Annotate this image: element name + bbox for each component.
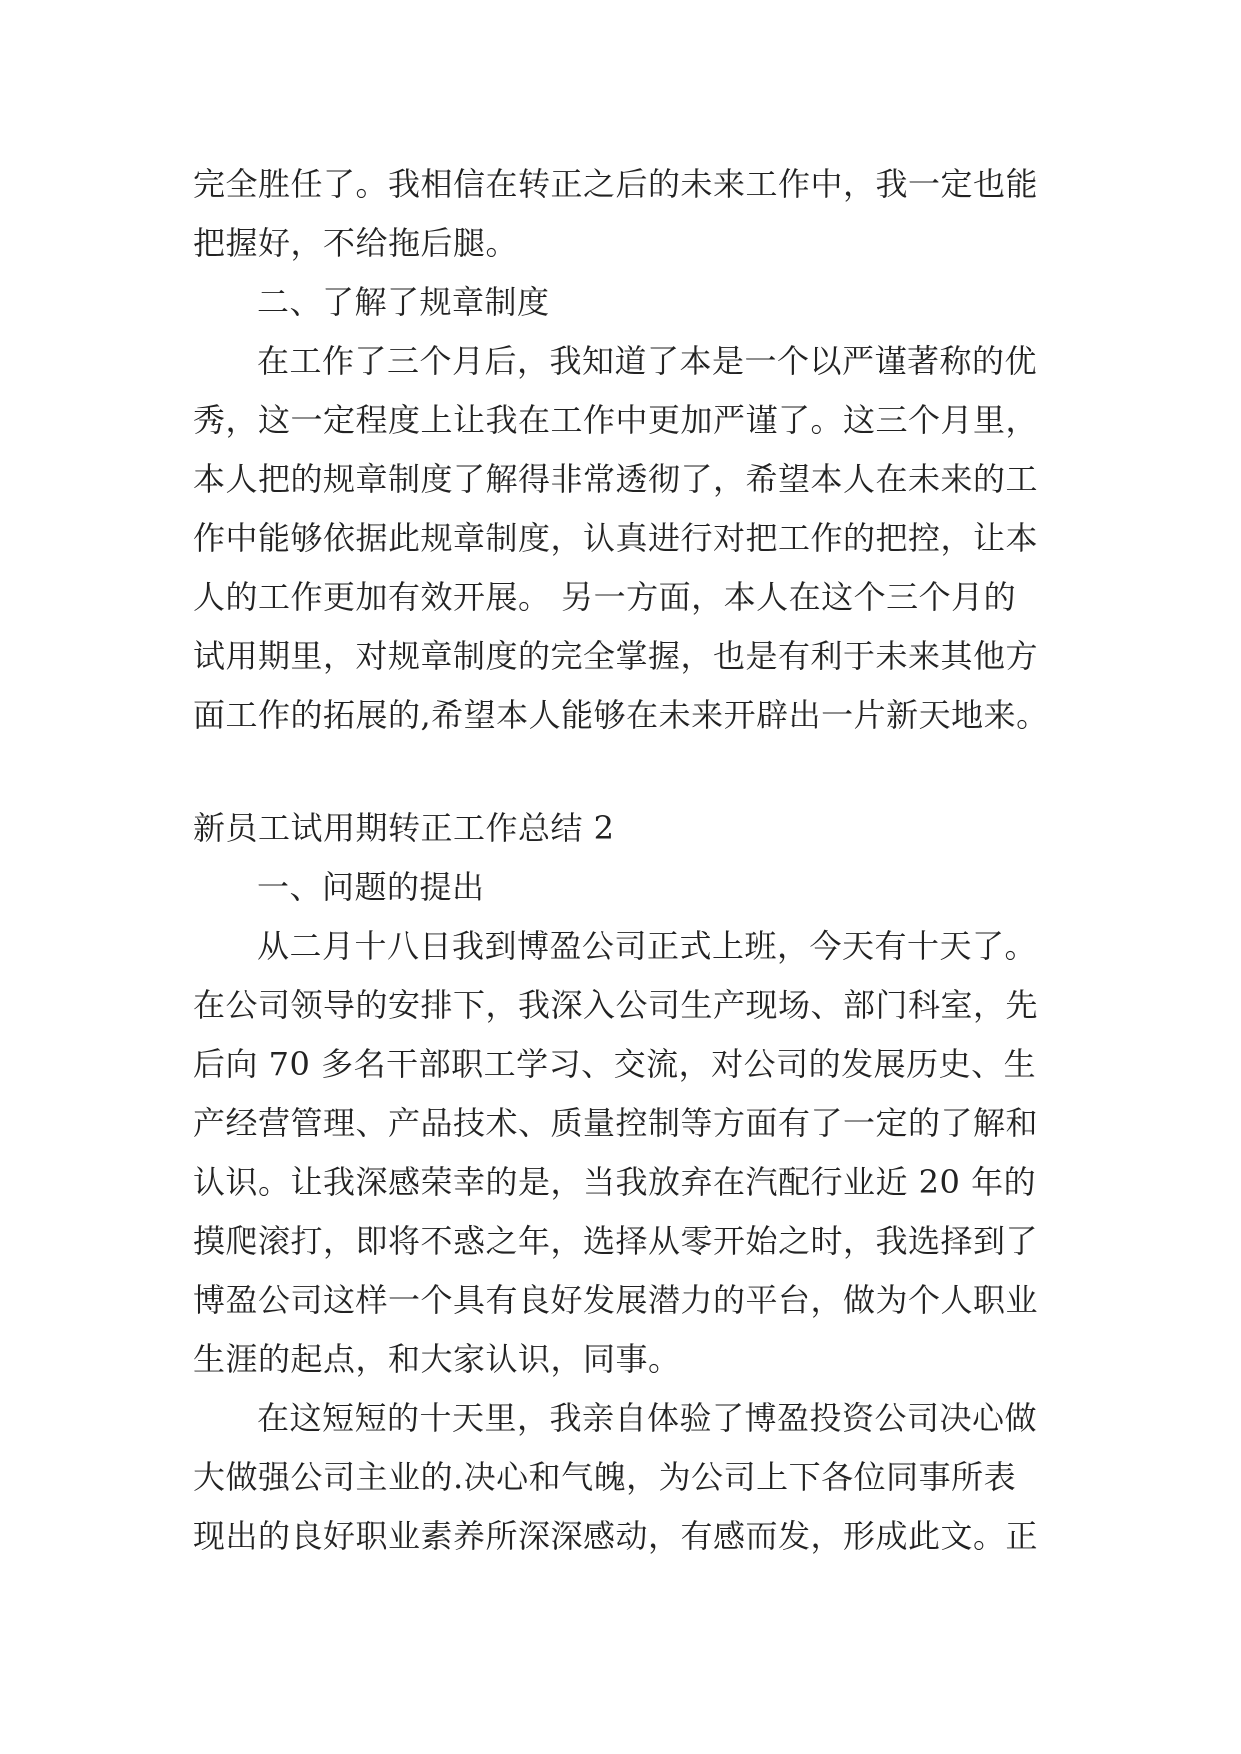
body-text-line: 博盈公司这样一个具有良好发展潜力的平台，做为个人职业: [193, 1281, 1039, 1319]
body-text-line: 在公司领导的安排下，我深入公司生产现场、部门科室，先: [193, 986, 1039, 1024]
body-text-line: 本人把的规章制度了解得非常透彻了，希望本人在未来的工: [193, 460, 1039, 498]
body-text-line: 生涯的起点，和大家认识，同事。: [193, 1340, 681, 1378]
body-text-line: 完全胜任了。我相信在转正之后的未来工作中，我一定也能: [193, 165, 1039, 203]
section-heading: 一、问题的提出: [257, 868, 485, 906]
body-text-line: 面工作的拓展的,希望本人能够在未来开辟出一片新天地来。: [193, 696, 1049, 734]
body-text-line: 人的工作更加有效开展。 另一方面，本人在这个三个月的: [193, 578, 1017, 616]
body-text-line: 秀，这一定程度上让我在工作中更加严谨了。这三个月里，: [193, 401, 1039, 439]
body-text-line: 认识。让我深感荣幸的是，当我放弃在汽配行业近 20 年的: [193, 1163, 1037, 1201]
body-text-line: 摸爬滚打，即将不惑之年，选择从零开始之时，我选择到了: [193, 1222, 1039, 1260]
body-text-line: 后向 70 多名干部职工学习、交流，对公司的发展历史、生: [193, 1045, 1037, 1083]
body-text-line: 在工作了三个月后，我知道了本是一个以严谨著称的优: [257, 342, 1038, 380]
body-text-line: 作中能够依据此规章制度，认真进行对把工作的把控，让本: [193, 519, 1039, 557]
body-text-line: 把握好，不给拖后腿。: [193, 224, 519, 262]
body-text-line: 在这短短的十天里，我亲自体验了博盈投资公司决心做: [257, 1399, 1038, 1437]
body-text-line: 从二月十八日我到博盈公司正式上班，今天有十天了。: [257, 927, 1038, 965]
body-text-line: 产经营管理、产品技术、质量控制等方面有了一定的了解和: [193, 1104, 1039, 1142]
body-text-line: 大做强公司主业的.决心和气魄，为公司上下各位同事所表: [193, 1458, 1017, 1496]
body-text-line: 现出的良好职业素养所深深感动，有感而发，形成此文。正: [193, 1517, 1039, 1555]
body-text-line: 试用期里，对规章制度的完全掌握，也是有利于未来其他方: [193, 637, 1039, 675]
document-title: 新员工试用期转正工作总结 2: [193, 809, 615, 847]
section-heading: 二、了解了规章制度: [257, 283, 550, 321]
